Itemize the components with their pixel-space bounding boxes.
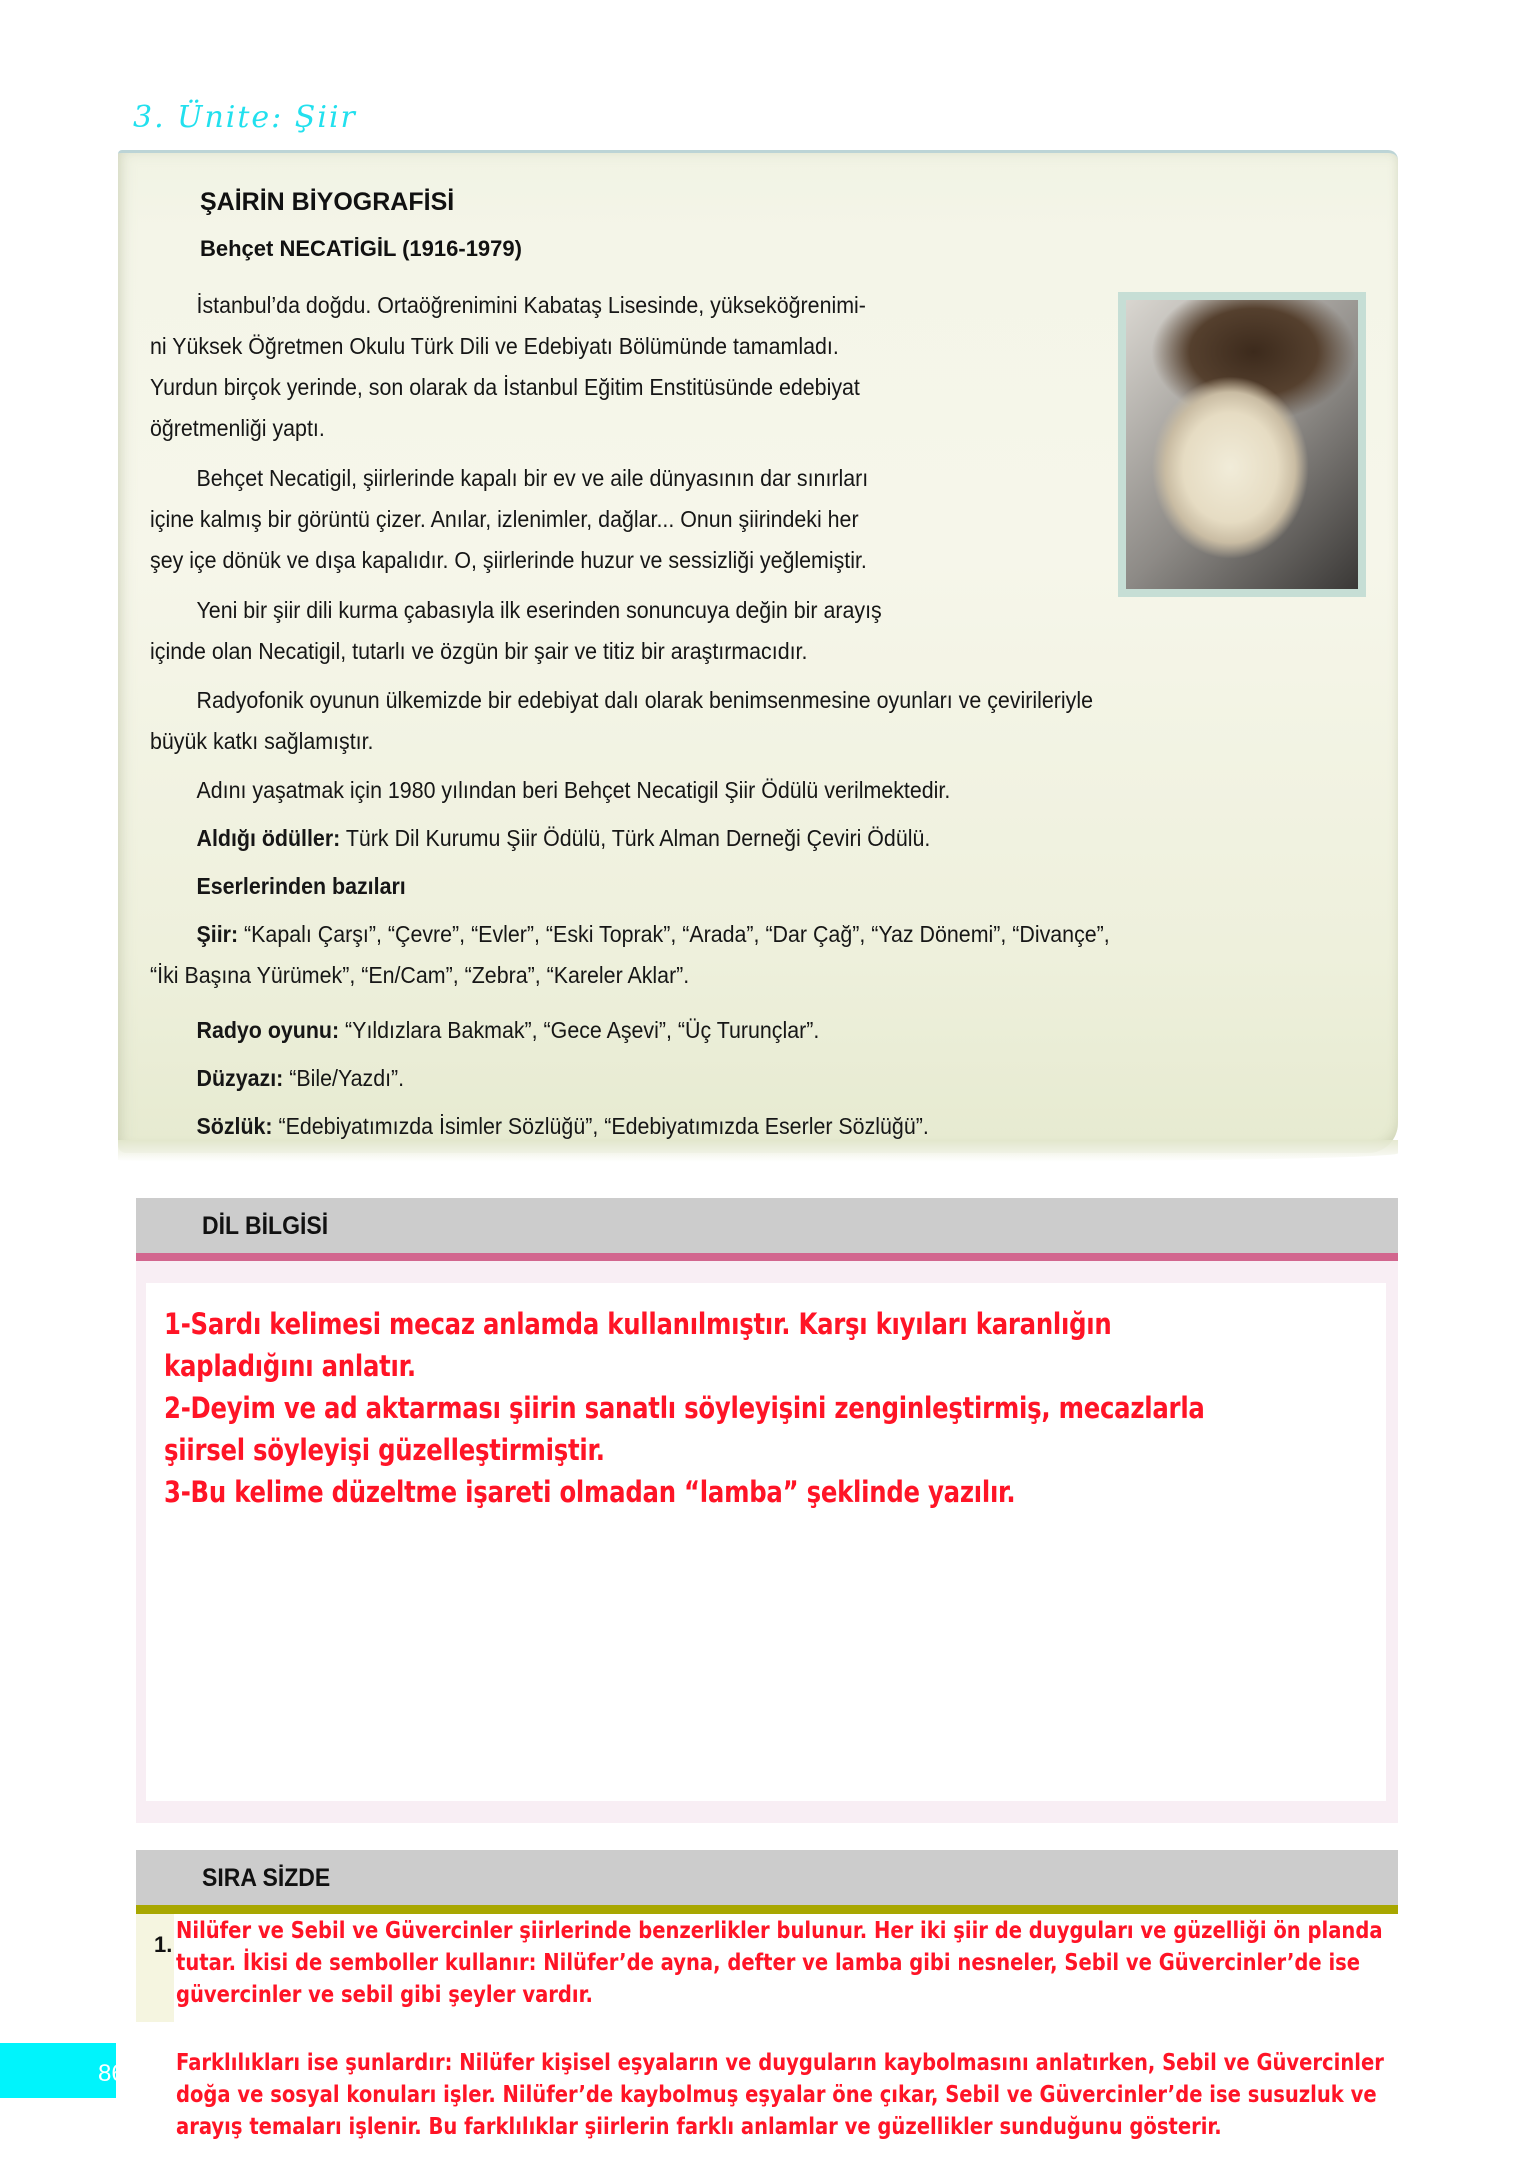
poet-name: Behçet NECATİGİL (1916-1979) (200, 236, 522, 261)
sira-sizde-divider (136, 1905, 1398, 1914)
dil-bilgisi-section (136, 1198, 1398, 1823)
dil-bilgisi-header (136, 1198, 1398, 1253)
bio-paragraph-5: Adını yaşatmak için 1980 yılından beri Behçet Necatigil Şiir Ödülü verilmektedir. (196, 777, 951, 803)
prose-label: Düzyazı: (196, 1065, 284, 1091)
dil-bilgisi-divider (136, 1253, 1398, 1261)
dictionary-label: Sözlük: (196, 1113, 273, 1139)
poetry-works: Şiir: “Kapalı Çarşı”, “Çevre”, “Evler”, “Eski Toprak”, “Arada”, “Dar Çağ”, “Yaz Dönemi”, “Divançe”, “İki Başına Yürümek”, “En/Cam”, “Zebra”, “Kareler Aklar”. (150, 921, 1110, 988)
dil-bilgisi-answers: 1-Sardı kelimesi mecaz anlamda kullanılmıştır. Karşı kıyıları karanlığın kapladığını anlatır. 2-Deyim ve ad aktarması şiirin sanatlı söyleyişini zenginleştirmiş, mecazlarla şiirsel söyleyişi güzelleştirmiştir. 3-Bu kelime düzeltme işareti olmadan “lamba” şeklinde yazılır. (164, 1307, 1205, 1509)
poet-portrait-image (1126, 300, 1358, 589)
item-number-column (136, 1914, 174, 2022)
item-number: 1. (154, 1932, 173, 1957)
radio-label: Radyo oyunu: (196, 1017, 340, 1043)
sira-sizde-heading: SIRA SİZDE (202, 1864, 331, 1892)
sira-sizde-answer-1: Nilüfer ve Sebil ve Güvercinler şiirlerinde benzerlikler bulunur. Her iki şiir de duyguları ve güzelliği ön planda tutar. İkisi de semboller kullanır: Nilüfer’de ayna, defter ve lamba gibi nesneler, Sebil ve Güvercinler’de ise güvercinler ve sebil gibi şeyler vardır. (176, 1918, 1383, 2008)
unit-title: 3. Ünite: Şiir (133, 100, 357, 135)
dil-bilgisi-heading: DİL BİLGİSİ (202, 1212, 329, 1240)
prose-works: Düzyazı: “Bile/Yazdı”. (196, 1065, 405, 1091)
bio-paragraph-1: İstanbul’da doğdu. Ortaöğrenimini Kabataş Lisesinde, yükseköğrenimi- ni Yüksek Öğretmen Okulu Türk Dili ve Edebiyatı Bölümünde tamamladı. Yurdun birçok yerinde, son olarak da İstanbul Eğitim Enstitüsünde edebiyat öğretmenliği yaptı. (150, 292, 866, 441)
answer-area[interactable] (146, 1283, 1386, 1801)
page-number: 86 (98, 2060, 125, 2087)
sira-sizde-answer-2: Farklılıkları ise şunlardır: Nilüfer kişisel eşyaların ve duyguların kaybolmasını anlatırken, Sebil ve Güvercinler doğa ve sosyal konuları işler. Nilüfer’de kaybolmuş eşyalar öne çıkar, Sebil ve Güvercinler’de ise susuzluk ve arayış temaları işlenir. Bu farklılıklar şiirlerin farklı anlamlar ve güzellikler sunduğunu gösterir. (176, 2050, 1384, 2140)
dil-bilgisi-body (136, 1261, 1398, 1823)
bio-paragraph-4: Radyofonik oyunun ülkemizde bir edebiyat dalı olarak benimsenmesine oyunları ve çevirileriyle büyük katkı sağlamıştır. (150, 687, 1093, 754)
biography-heading: ŞAİRİN BİYOGRAFİSİ (200, 188, 455, 216)
poetry-label: Şiir: (196, 921, 239, 947)
awards-label: Aldığı ödüller: (196, 825, 341, 851)
works-heading: Eserlerinden bazıları (196, 873, 406, 899)
bio-paragraph-3: Yeni bir şiir dili kurma çabasıyla ilk eserinden sonuncuya değin bir arayış içinde olan Necatigil, tutarlı ve özgün bir şair ve titiz bir araştırmacıdır. (150, 597, 882, 664)
bio-paragraph-2: Behçet Necatigil, şiirlerinde kapalı bir ev ve aile dünyasının dar sınırları içine kalmış bir görüntü çizer. Anılar, izlenimler, dağlar... Onun şiirindeki her şey içe dönük ve dışa kapalıdır. O, şiirlerinde huzur ve sessizliği yeğlemiştir. (150, 465, 869, 573)
radio-works: Radyo oyunu: “Yıldızlara Bakmak”, “Gece Aşevi”, “Üç Turunçlar”. (196, 1017, 820, 1043)
dictionary-works: Sözlük: “Edebiyatımızda İsimler Sözlüğü”, “Edebiyatımızda Eserler Sözlüğü”. (196, 1113, 929, 1139)
awards-line: Aldığı ödüller: Türk Dil Kurumu Şiir Ödülü, Türk Alman Derneği Çeviri Ödülü. (196, 825, 931, 851)
portrait-frame (1118, 292, 1366, 597)
sira-sizde-header (136, 1850, 1398, 1905)
